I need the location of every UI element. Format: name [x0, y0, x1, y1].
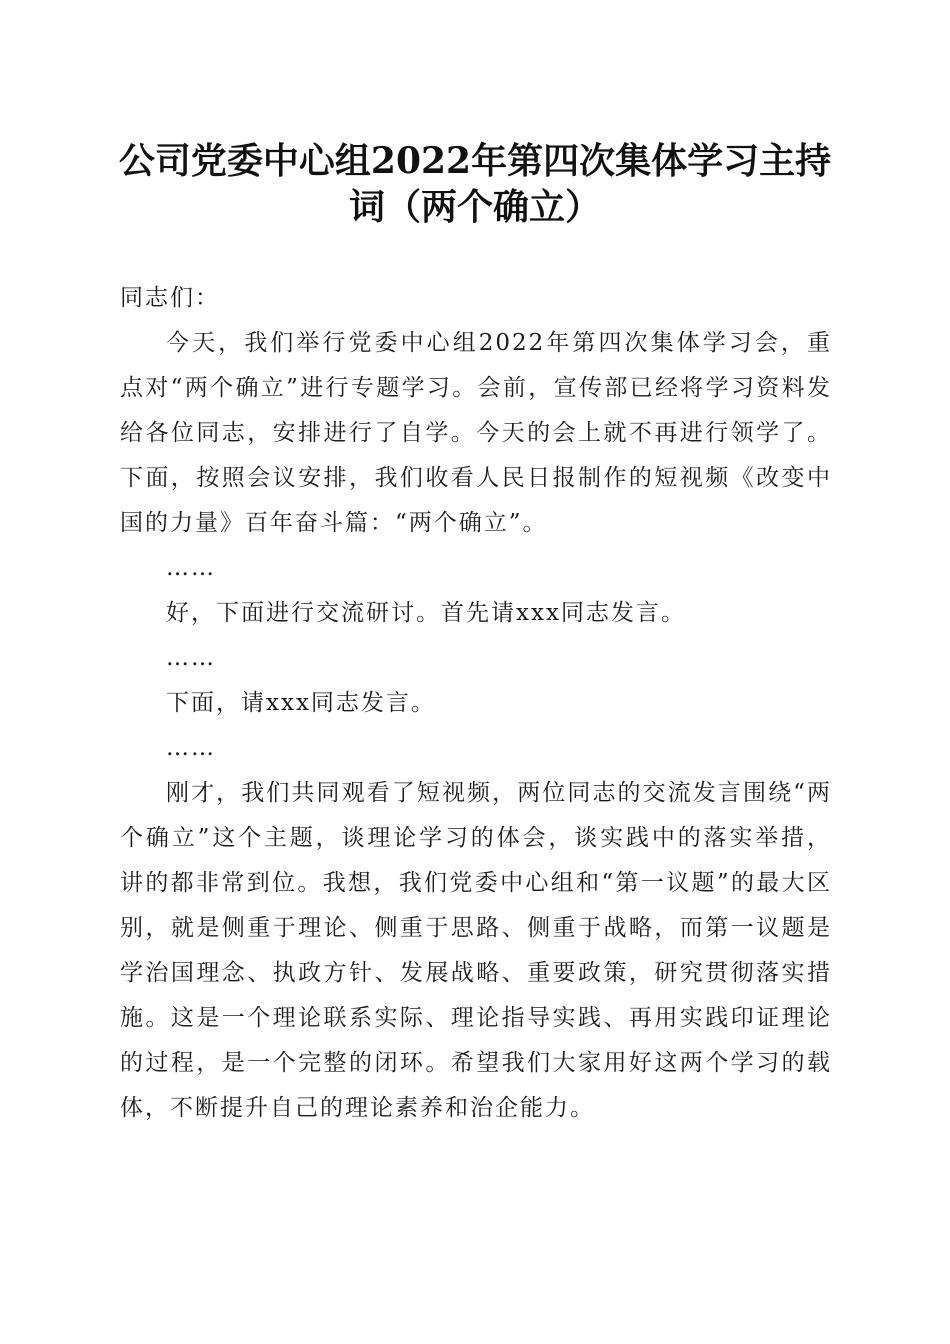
- paragraph-second-speaker: 下面，请xxx同志发言。: [166, 690, 436, 716]
- ellipsis-3: ……: [166, 735, 216, 761]
- salutation: 同志们：: [120, 285, 220, 311]
- paragraph-summary: 刚才，我们共同观看了短视频，两位同志的交流发言围绕“两个确立”这个主题，谈理论学习的体会，谈实践中的落实举措，讲的都非常到位。我想，我们党委中心组和“第一议题”的最大区别，就是侧重于理论、侧重于思路、侧重于战略，而第一议题是学治国理念、执政方针、发展战略、重要政策，研究贯彻落实措施。这是一个理论联系实际、理论指导实践、再用实践印证理论的过程，是一个完整的闭环。希望我们大家用好这两个学习的载体，不断提升自己的理论素养和治企能力。: [120, 780, 832, 1121]
- ellipsis-2: ……: [166, 645, 216, 671]
- paragraph-first-speaker: 好，下面进行交流研讨。首先请xxx同志发言。: [166, 600, 686, 626]
- paragraph-opening: 今天，我们举行党委中心组2022年第四次集体学习会，重点对“两个确立”进行专题学习。会前，宣传部已经将学习资料发给各位同志，安排进行了自学。今天的会上就不再进行领学了。下面，按照会议安排，我们收看人民日报制作的短视频《改变中国的力量》百年奋斗篇：“两个确立”。: [120, 330, 832, 536]
- document-body: [120, 276, 832, 1131]
- document-title: 公司党委中心组2022年第四次集体学习主持词（两个确立）: [118, 140, 832, 228]
- ellipsis-1: ……: [166, 555, 216, 581]
